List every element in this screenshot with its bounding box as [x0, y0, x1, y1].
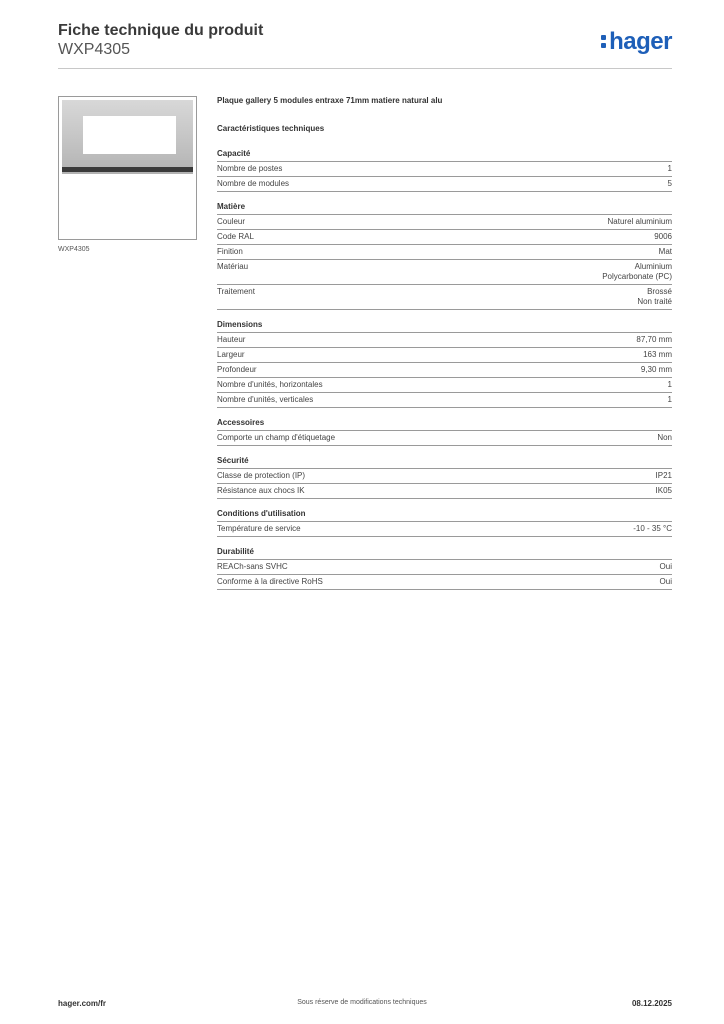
- footer-website[interactable]: hager.com/fr: [58, 999, 107, 1008]
- spec-row: [217, 348, 672, 363]
- spec-row: [217, 245, 672, 260]
- page-title: Fiche technique du produit: [58, 22, 264, 39]
- spec-label: Hauteur: [217, 335, 246, 344]
- spec-label: Nombre d'unités, horizontales: [217, 380, 323, 389]
- section-title: Matière: [217, 202, 672, 215]
- spec-value: [643, 350, 672, 360]
- spec-value-line: Non traité: [637, 297, 672, 306]
- spec-row: [217, 162, 672, 177]
- spec-label: Profondeur: [217, 365, 257, 374]
- spec-value-line: 9006: [654, 232, 672, 241]
- specs-heading: Caractéristiques techniques: [217, 124, 325, 133]
- spec-row: [217, 215, 672, 230]
- spec-content: [217, 96, 672, 600]
- spec-value-line: Aluminium: [634, 262, 672, 271]
- footer-date: 08.12.2025: [631, 999, 672, 1008]
- spec-value: [656, 486, 672, 496]
- spec-label: Nombre d'unités, verticales: [217, 395, 314, 404]
- spec-value: [660, 577, 672, 587]
- spec-row: [217, 575, 672, 590]
- spec-value: [668, 164, 672, 174]
- spec-label: Comporte un champ d'étiquetage: [217, 433, 336, 442]
- spec-value: [602, 262, 672, 282]
- spec-value-line: IP21: [655, 471, 672, 480]
- spec-row: [217, 469, 672, 484]
- section-title: Durabilité: [217, 547, 672, 560]
- product-description: Plaque gallery 5 modules entraxe 71mm matiere natural alu: [217, 96, 443, 105]
- spec-section: [217, 320, 672, 408]
- spec-label: Code RAL: [217, 232, 254, 241]
- spec-value-line: 87,70 mm: [636, 335, 672, 344]
- spec-value: [668, 179, 672, 189]
- spec-section: [217, 202, 672, 310]
- spec-row: [217, 484, 672, 499]
- spec-value-line: 163 mm: [643, 350, 672, 359]
- spec-row: [217, 560, 672, 575]
- spec-value: [633, 524, 672, 534]
- spec-value-line: 1: [667, 380, 672, 389]
- spec-value-line: Oui: [659, 562, 672, 571]
- spec-row: [217, 285, 672, 310]
- plate-edge: [62, 167, 193, 172]
- spec-value-line: 1: [667, 164, 672, 173]
- spec-value: [668, 380, 672, 390]
- logo-dots-icon: [601, 32, 607, 48]
- spec-value-line: Non: [657, 433, 672, 442]
- product-reference: WXP4305: [58, 41, 131, 58]
- spec-value: [668, 395, 672, 405]
- spec-row: [217, 363, 672, 378]
- spec-value-line: -10 - 35 °C: [633, 524, 672, 533]
- spec-section: [217, 547, 672, 590]
- spec-label: Largeur: [217, 350, 245, 359]
- spec-row: [217, 522, 672, 537]
- spec-label: Température de service: [217, 524, 301, 533]
- spec-value-line: 9,30 mm: [640, 365, 672, 374]
- spec-value-line: 5: [667, 179, 672, 188]
- spec-label: REACh-sans SVHC: [217, 562, 288, 571]
- spec-value-line: Polycarbonate (PC): [602, 272, 672, 281]
- section-title: Capacité: [217, 149, 672, 162]
- spec-label: Finition: [217, 247, 243, 256]
- section-title: Sécurité: [217, 456, 672, 469]
- spec-value: [659, 247, 672, 257]
- spec-value-line: IK05: [655, 486, 672, 495]
- spec-label: Couleur: [217, 217, 246, 226]
- section-title: Accessoires: [217, 418, 672, 431]
- spec-row: [217, 260, 672, 285]
- spec-value: [608, 217, 672, 227]
- spec-value: [660, 562, 672, 572]
- spec-value: [636, 335, 672, 345]
- spec-value-line: Mat: [658, 247, 672, 256]
- spec-row: [217, 431, 672, 446]
- spec-value: [654, 232, 672, 242]
- product-image: [58, 96, 197, 240]
- spec-label: Conforme à la directive RoHS: [217, 577, 323, 586]
- spec-value-line: Oui: [659, 577, 672, 586]
- header-divider: [58, 68, 672, 69]
- spec-label: Nombre de postes: [217, 164, 283, 173]
- spec-label: Résistance aux chocs IK: [217, 486, 305, 495]
- spec-value: [657, 433, 672, 443]
- spec-value-line: Naturel aluminium: [607, 217, 672, 226]
- spec-value: [637, 287, 672, 307]
- spec-value-line: Brossé: [647, 287, 672, 296]
- spec-row: [217, 393, 672, 408]
- spec-section: [217, 418, 672, 446]
- spec-section: [217, 456, 672, 499]
- spec-value: [656, 471, 672, 481]
- spec-label: Classe de protection (IP): [217, 471, 306, 480]
- hager-logo: [601, 28, 672, 56]
- logo-text: hager: [609, 28, 672, 55]
- spec-label: Matériau: [217, 262, 249, 271]
- plate-picture: [62, 100, 193, 174]
- plate-window: [83, 116, 176, 154]
- page-header: [58, 20, 672, 70]
- spec-section: [217, 509, 672, 537]
- spec-row: [217, 230, 672, 245]
- spec-row: [217, 333, 672, 348]
- spec-label: Nombre de modules: [217, 179, 290, 188]
- image-caption: WXP4305: [58, 246, 90, 253]
- spec-sections: [217, 149, 672, 590]
- spec-row: [217, 378, 672, 393]
- spec-value-line: 1: [667, 395, 672, 404]
- section-title: Dimensions: [217, 320, 672, 333]
- footer-notice: Sous réserve de modifications techniques: [297, 999, 427, 1006]
- spec-label: Traitement: [217, 287, 255, 296]
- spec-section: [217, 149, 672, 192]
- section-title: Conditions d'utilisation: [217, 509, 672, 522]
- spec-row: [217, 177, 672, 192]
- spec-value: [641, 365, 672, 375]
